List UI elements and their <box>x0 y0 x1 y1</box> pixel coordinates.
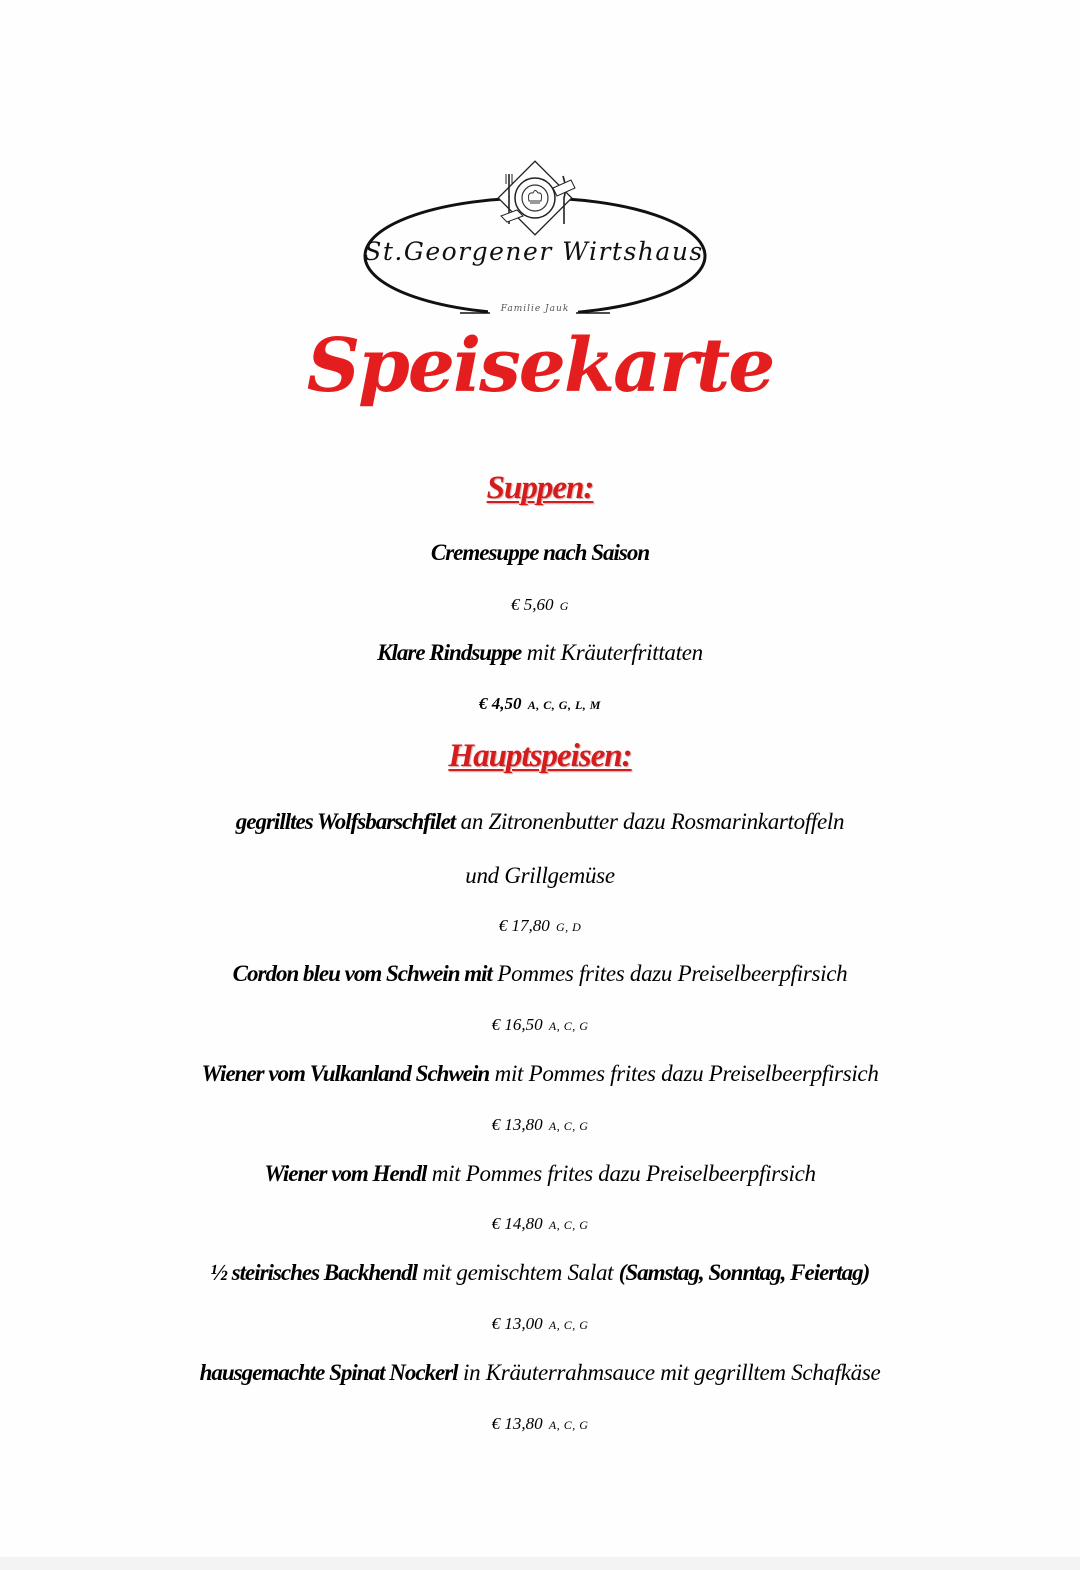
page-title: Speisekarte <box>306 323 774 409</box>
allergen-codes: G <box>559 599 569 613</box>
allergen-codes: A, C, G <box>548 1019 589 1033</box>
dish-name: Klare Rindsuppe <box>377 640 522 665</box>
dish-name: Cordon bleu vom Schwein mit <box>232 961 492 986</box>
menu-item-name <box>0 1159 1080 1189</box>
dish-name: ½ steirisches Backhendl <box>210 1260 418 1285</box>
dish-name: Wiener vom Vulkanland Schwein <box>201 1061 490 1086</box>
menu-item-price <box>0 1313 1080 1336</box>
plate-cutlery-chef-hat-icon <box>498 161 575 235</box>
menu-item-price <box>0 1213 1080 1236</box>
menu-item-price <box>0 594 1080 617</box>
dish-name: hausgemachte Spinat Nockerl <box>199 1360 458 1385</box>
allergen-codes: A, C, G <box>548 1119 589 1133</box>
dish-description: mit Pommes frites dazu Preiselbeerpfirsich <box>489 1061 879 1086</box>
dish-description: und Grillgemüse <box>465 863 615 888</box>
menu-item-price <box>0 693 1080 716</box>
dish-description: Pommes frites dazu Preiselbeerpfirsich <box>491 961 848 986</box>
page-bottom-band <box>0 1557 1080 1570</box>
price-value: € 17,80 <box>498 916 550 935</box>
price-value: € 13,80 <box>491 1414 543 1433</box>
dish-description: in Kräuterrahmsauce mit gegrilltem Schafkäse <box>457 1360 881 1385</box>
menu-item-name <box>0 1358 1080 1388</box>
menu-item-name <box>0 959 1080 989</box>
dish-name: Cremesuppe nach Saison <box>430 540 650 565</box>
dish-name: gegrilltes Wolfsbarschfilet <box>235 809 456 834</box>
dish-description: mit Pommes frites dazu Preiselbeerpfirsich <box>426 1161 816 1186</box>
menu-item-name <box>0 1258 1080 1288</box>
price-value: € 13,80 <box>491 1115 543 1134</box>
dish-name: Wiener vom Hendl <box>264 1161 427 1186</box>
price-value: € 5,60 <box>511 595 554 614</box>
menu-item-name <box>0 1059 1080 1089</box>
menu-item-price <box>0 1413 1080 1436</box>
dish-description: mit gemischtem Salat <box>417 1260 619 1285</box>
section-heading-suppen: Suppen: <box>486 470 594 506</box>
menu-item-name <box>0 807 1080 837</box>
restaurant-logo <box>360 158 720 328</box>
section-heading-hauptspeisen: Hauptspeisen: <box>448 738 632 774</box>
price-value: € 14,80 <box>491 1214 543 1233</box>
dish-availability-note: (Samstag, Sonntag, Feiertag) <box>618 1260 870 1285</box>
menu-item-price <box>0 1114 1080 1137</box>
allergen-codes: A, C, G <box>548 1318 589 1332</box>
allergen-codes: A, C, G, L, M <box>527 698 601 712</box>
dish-description: an Zitronenbutter dazu Rosmarinkartoffeln <box>455 809 845 834</box>
price-value: € 4,50 <box>479 694 522 713</box>
family-name: Familie Jauk <box>500 304 570 314</box>
menu-item-price <box>0 1014 1080 1037</box>
menu-item-name <box>0 538 1080 568</box>
dish-description: mit Kräuterfrittaten <box>521 640 703 665</box>
restaurant-name: St.Georgener Wirtshaus <box>364 237 704 266</box>
menu-item-name <box>0 638 1080 668</box>
price-value: € 16,50 <box>491 1015 543 1034</box>
allergen-codes: G, D <box>555 920 582 934</box>
allergen-codes: A, C, G <box>548 1418 589 1432</box>
allergen-codes: A, C, G <box>548 1218 589 1232</box>
menu-item-price <box>0 915 1080 938</box>
price-value: € 13,00 <box>491 1314 543 1333</box>
menu-item-description-continued <box>0 861 1080 891</box>
